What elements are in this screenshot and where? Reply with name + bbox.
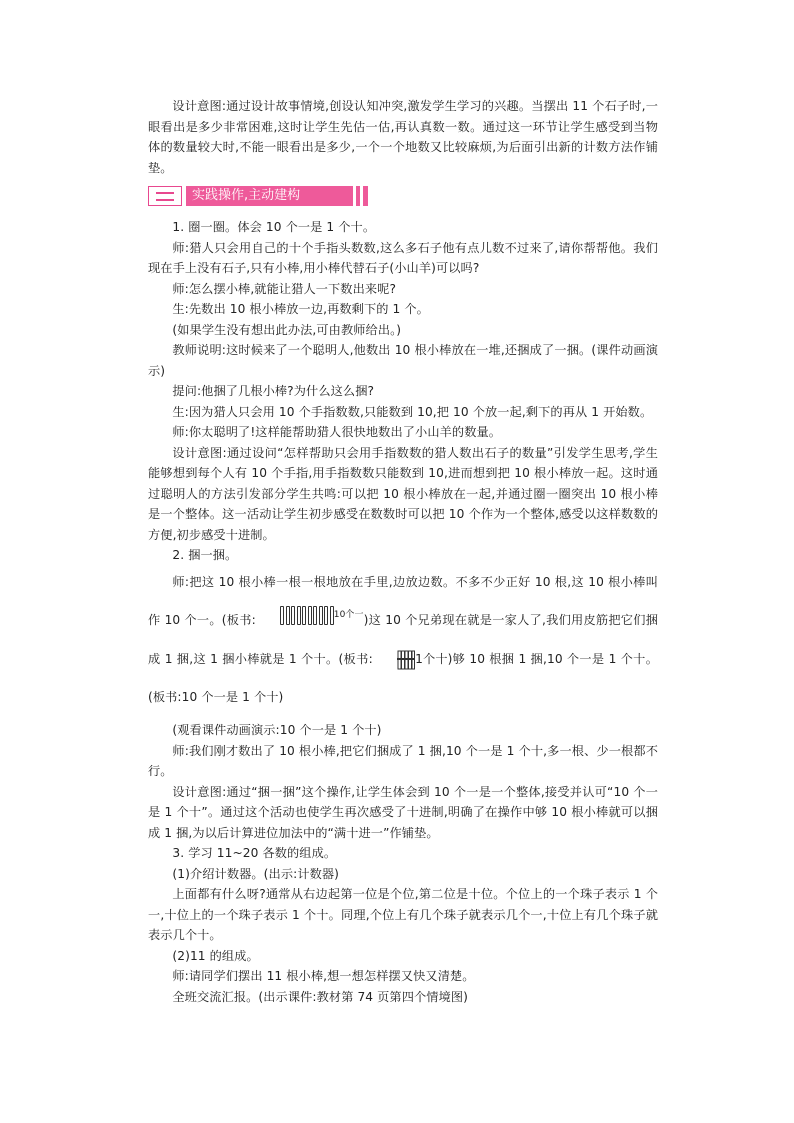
sticks-row — [280, 605, 334, 625]
paragraph: 生:先数出 10 根小棒放一边,再数剩下的 1 个。 — [172, 302, 429, 316]
paragraph: 教师说明:这时候来了一个聪明人,他数出 10 根小棒放在一堆,还捆成了一捆。(课件动画演示) — [148, 343, 658, 378]
paragraph: 1. 圈一圈。体会 10 个一是 1 个十。 — [172, 220, 376, 234]
section-title — [186, 186, 368, 206]
paragraph: 师:你太聪明了!这样能帮助猎人很快地数出了小山羊的数量。 — [172, 425, 502, 439]
board-writing-paragraph — [148, 563, 658, 716]
paragraph-text: )这 10 个兄弟现在就是一家人了,我们用皮筋把它们捆成 1 捆,这 1 捆小棒就是 1 个十。(板书: — [148, 613, 658, 666]
paragraph: 设计意图:通过“捆一捆”这个操作,让学生体会到 10 个一是一个整体,接受并认可“10 个一是 1 个十”。通过这个活动也使学生再次感受了十进制,明确了在操作中够 10 根小棒就可以捆成 1 捆,为以后计算进位加法中的“满十进一”作铺垫。 — [148, 784, 658, 840]
paragraph: (如果学生没有想出此办法,可由教师给出。) — [172, 322, 402, 337]
body-block-1 — [148, 217, 658, 566]
paragraph: 师:我们刚才数出了 10 根小棒,把它们捆成了 1 捆,10 个一是 1 个十,多一根、少一根都不行。 — [148, 743, 658, 778]
paragraph: 上面都有什么呀?通常从右边起第一位是个位,第二位是十位。个位上的一个珠子表示 1 个一,十位上的一个珠子表示 1 个十。同理,个位上有几个珠子就表示几个一,十位上有几个珠子就表示几个十。 — [148, 887, 658, 942]
bundle-icon — [397, 650, 415, 670]
paragraph-text: 师:把这 10 根小棒一根一根地放在手里,边放边数。不多不少正好 10 根,这 10 根小棒叫作 10 个一。(板书: — [148, 575, 658, 627]
paragraph: 师:怎么摆小棒,就能让猎人一下数出来呢? — [172, 281, 397, 296]
section-title-text: 实践操作,主动建构 — [192, 188, 301, 203]
ten-sticks-figure — [256, 602, 364, 640]
paragraph: 全班交流汇报。(出示课件:教材第 74 页第四个情境图) — [172, 989, 468, 1004]
intent-block-1 — [148, 96, 658, 178]
paragraph: (1)介绍计数器。(出示:计数器) — [172, 866, 340, 881]
paragraph: (观看课件动画演示:10 个一是 1 个十) — [172, 723, 382, 737]
figure-label: 1个十 — [415, 652, 448, 666]
body-block-2 — [148, 563, 658, 716]
paragraph: 2. 捆一捆。 — [172, 548, 238, 562]
paragraph: 师:请同学们摆出 11 根小棒,想一想怎样摆又快又清楚。 — [172, 969, 475, 983]
paragraph: 3. 学习 11~20 各数的组成。 — [172, 846, 337, 860]
paragraph: 师:猎人只会用自己的十个手指头数数,这么多石子他有点儿数不过来了,请你帮帮他。我们现在手上没有石子,只有小棒,用小棒代替石子(小山羊)可以吗? — [148, 240, 658, 275]
section-header — [148, 186, 368, 206]
bundle-figure — [373, 640, 448, 678]
paragraph: 提问:他捆了几根小棒?为什么这么捆? — [172, 384, 375, 398]
paragraph: (2)11 的组成。 — [172, 948, 259, 963]
paragraph-text: )够 10 根捆 1 捆,10 个一是 1 个十。(板书:10 个一是 1 个十) — [148, 651, 658, 704]
paragraph: 生:因为猎人只会用 10 个手指数数,只能数到 10,把 10 个放一起,剩下的再从 1 开始数。 — [172, 404, 653, 419]
design-intent-paragraph: 设计意图:通过设计故事情境,创设认知冲突,激发学生学习的兴趣。当摆出 11 个石子时,一眼看出是多少非常困难,这时让学生先估一估,再认真数一数。通过这一环节让学生感受到当物体的数量较大时,不能一眼看出是多少,一个一个地数又比较麻烦,为后面引出新的计数方法作铺垫。 — [148, 99, 658, 175]
paragraph: 设计意图:通过设问“怎样帮助只会用手指数数的猎人数出石子的数量”引发学生思考,学生能够想到每个人有 10 个手指,用手指数数只能数到 10,进而想到把 10 根小棒放一起。这时通过聪明人的方法引发部分学生共鸣:可以把 10 根小棒放在一起,并通过圈一圈突出 10 根小棒是一个整体。这一活动让学生初步感受在数数时可以把 10 个作为一个整体,感受以这样数数的方便,初步感受十进制。 — [148, 445, 658, 542]
section-number-box — [148, 186, 182, 206]
body-block-3 — [148, 720, 658, 1007]
figure-label: 10个一 — [333, 609, 364, 620]
